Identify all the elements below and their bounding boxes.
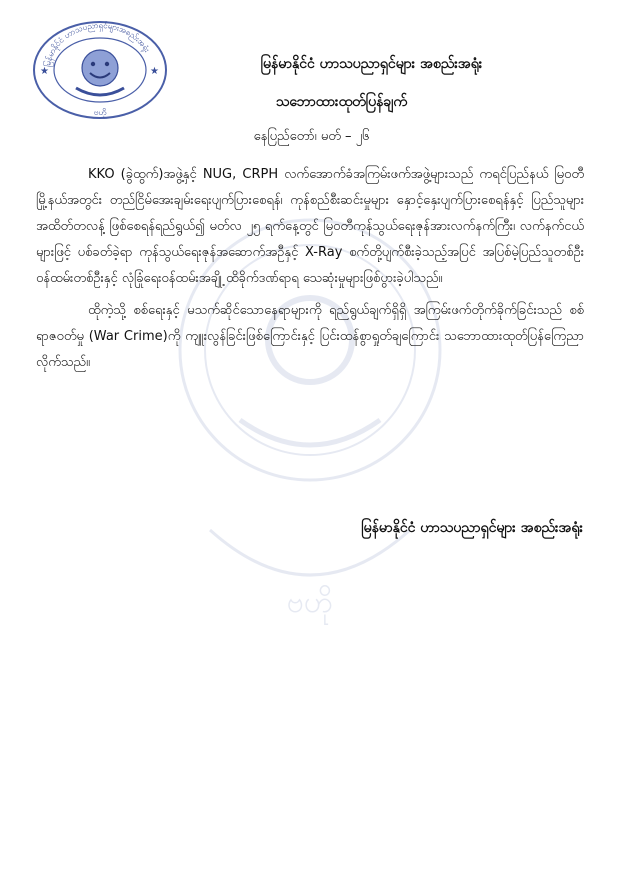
body-paragraph: ထိုကဲ့သို့ စစ်ရေးနှင့် မသက်ဆိုင်သောနေရာများကို ရည်ရွယ်ချက်ရှိရှိ အကြမ်းဖက်တိုက်ခိုက်ခြင်းသည် စစ်ရာဇဝတ်မှု (War Crime)ကို ကျူးလွန်ခြင်းဖြစ်ကြောင်းနှင့် ပြင်းထန်စွာရှုတ်ချကြောင်း သဘောထားထုတ်ပြန်ကြေညာလိုက်သည်။ (36, 303, 584, 370)
svg-text:★: ★ (150, 66, 159, 77)
organization-name-heading: မြန်မာနိုင်ငံ ဟာသပညာရှင်များ အစည်းအရုံး (260, 56, 483, 72)
seal-bottom-text: ဗဟို (93, 108, 107, 117)
statement-body (36, 162, 584, 382)
body-paragraph: KKO (ခွဲထွက်)အဖွဲ့နှင့် NUG, CRPH လက်အောက်ခံအကြမ်းဖက်အဖွဲ့များသည် ကရင်ပြည်နယ် မြဝတီမြို့နယ်အတွင်း တည်ငြိမ်အေးချမ်းရေးပျက်ပြားစေရန်၊ ကုန်စည်စီးဆင်းမှုများ နှောင့်နှေးပျက်ပြားစေရန်နှင့် ပြည်သူများအထိတ်တလန့် ဖြစ်စေရန်ရည်ရွယ်၍ မတ်လ ၂၅ ရက်နေ့တွင် မြဝတီကုန်သွယ်ရေးဇုန်အားလက်နက်ကြီး၊ လက်နက်ငယ်များဖြင့် ပစ်ခတ်ခဲ့ရာ ကုန်သွယ်ရေးဇုန်အဆောက်အဦနှင့် X-Ray စက်တို့ပျက်စီးခဲ့သည့်အပြင် အပြစ်မဲ့ပြည်သူတစ်ဦး ဝန်ထမ်းတစ်ဦးနှင့် လုံခြုံရေးဝန်ထမ်းအချို့ ထိခိုက်ဒဏ်ရာရ သေဆုံးမှုများဖြစ်ပွားခဲ့ပါသည်။ (36, 167, 584, 286)
watermark-text: ဗဟို (286, 585, 334, 620)
document-title: သဘောထားထုတ်ပြန်ချက် (275, 94, 408, 110)
svg-text:★: ★ (40, 66, 49, 77)
signature-organization: မြန်မာနိုင်ငံ ဟာသပညာရှင်များ အစည်းအရုံး (361, 520, 583, 536)
seal-ring-text: မြန်မာနိုင်ငံ ဟာသပညာရှင်များအစည်းအရုံး (43, 20, 152, 68)
dateline: နေပြည်တော်၊ မတ် – ၂၆ (253, 129, 370, 144)
